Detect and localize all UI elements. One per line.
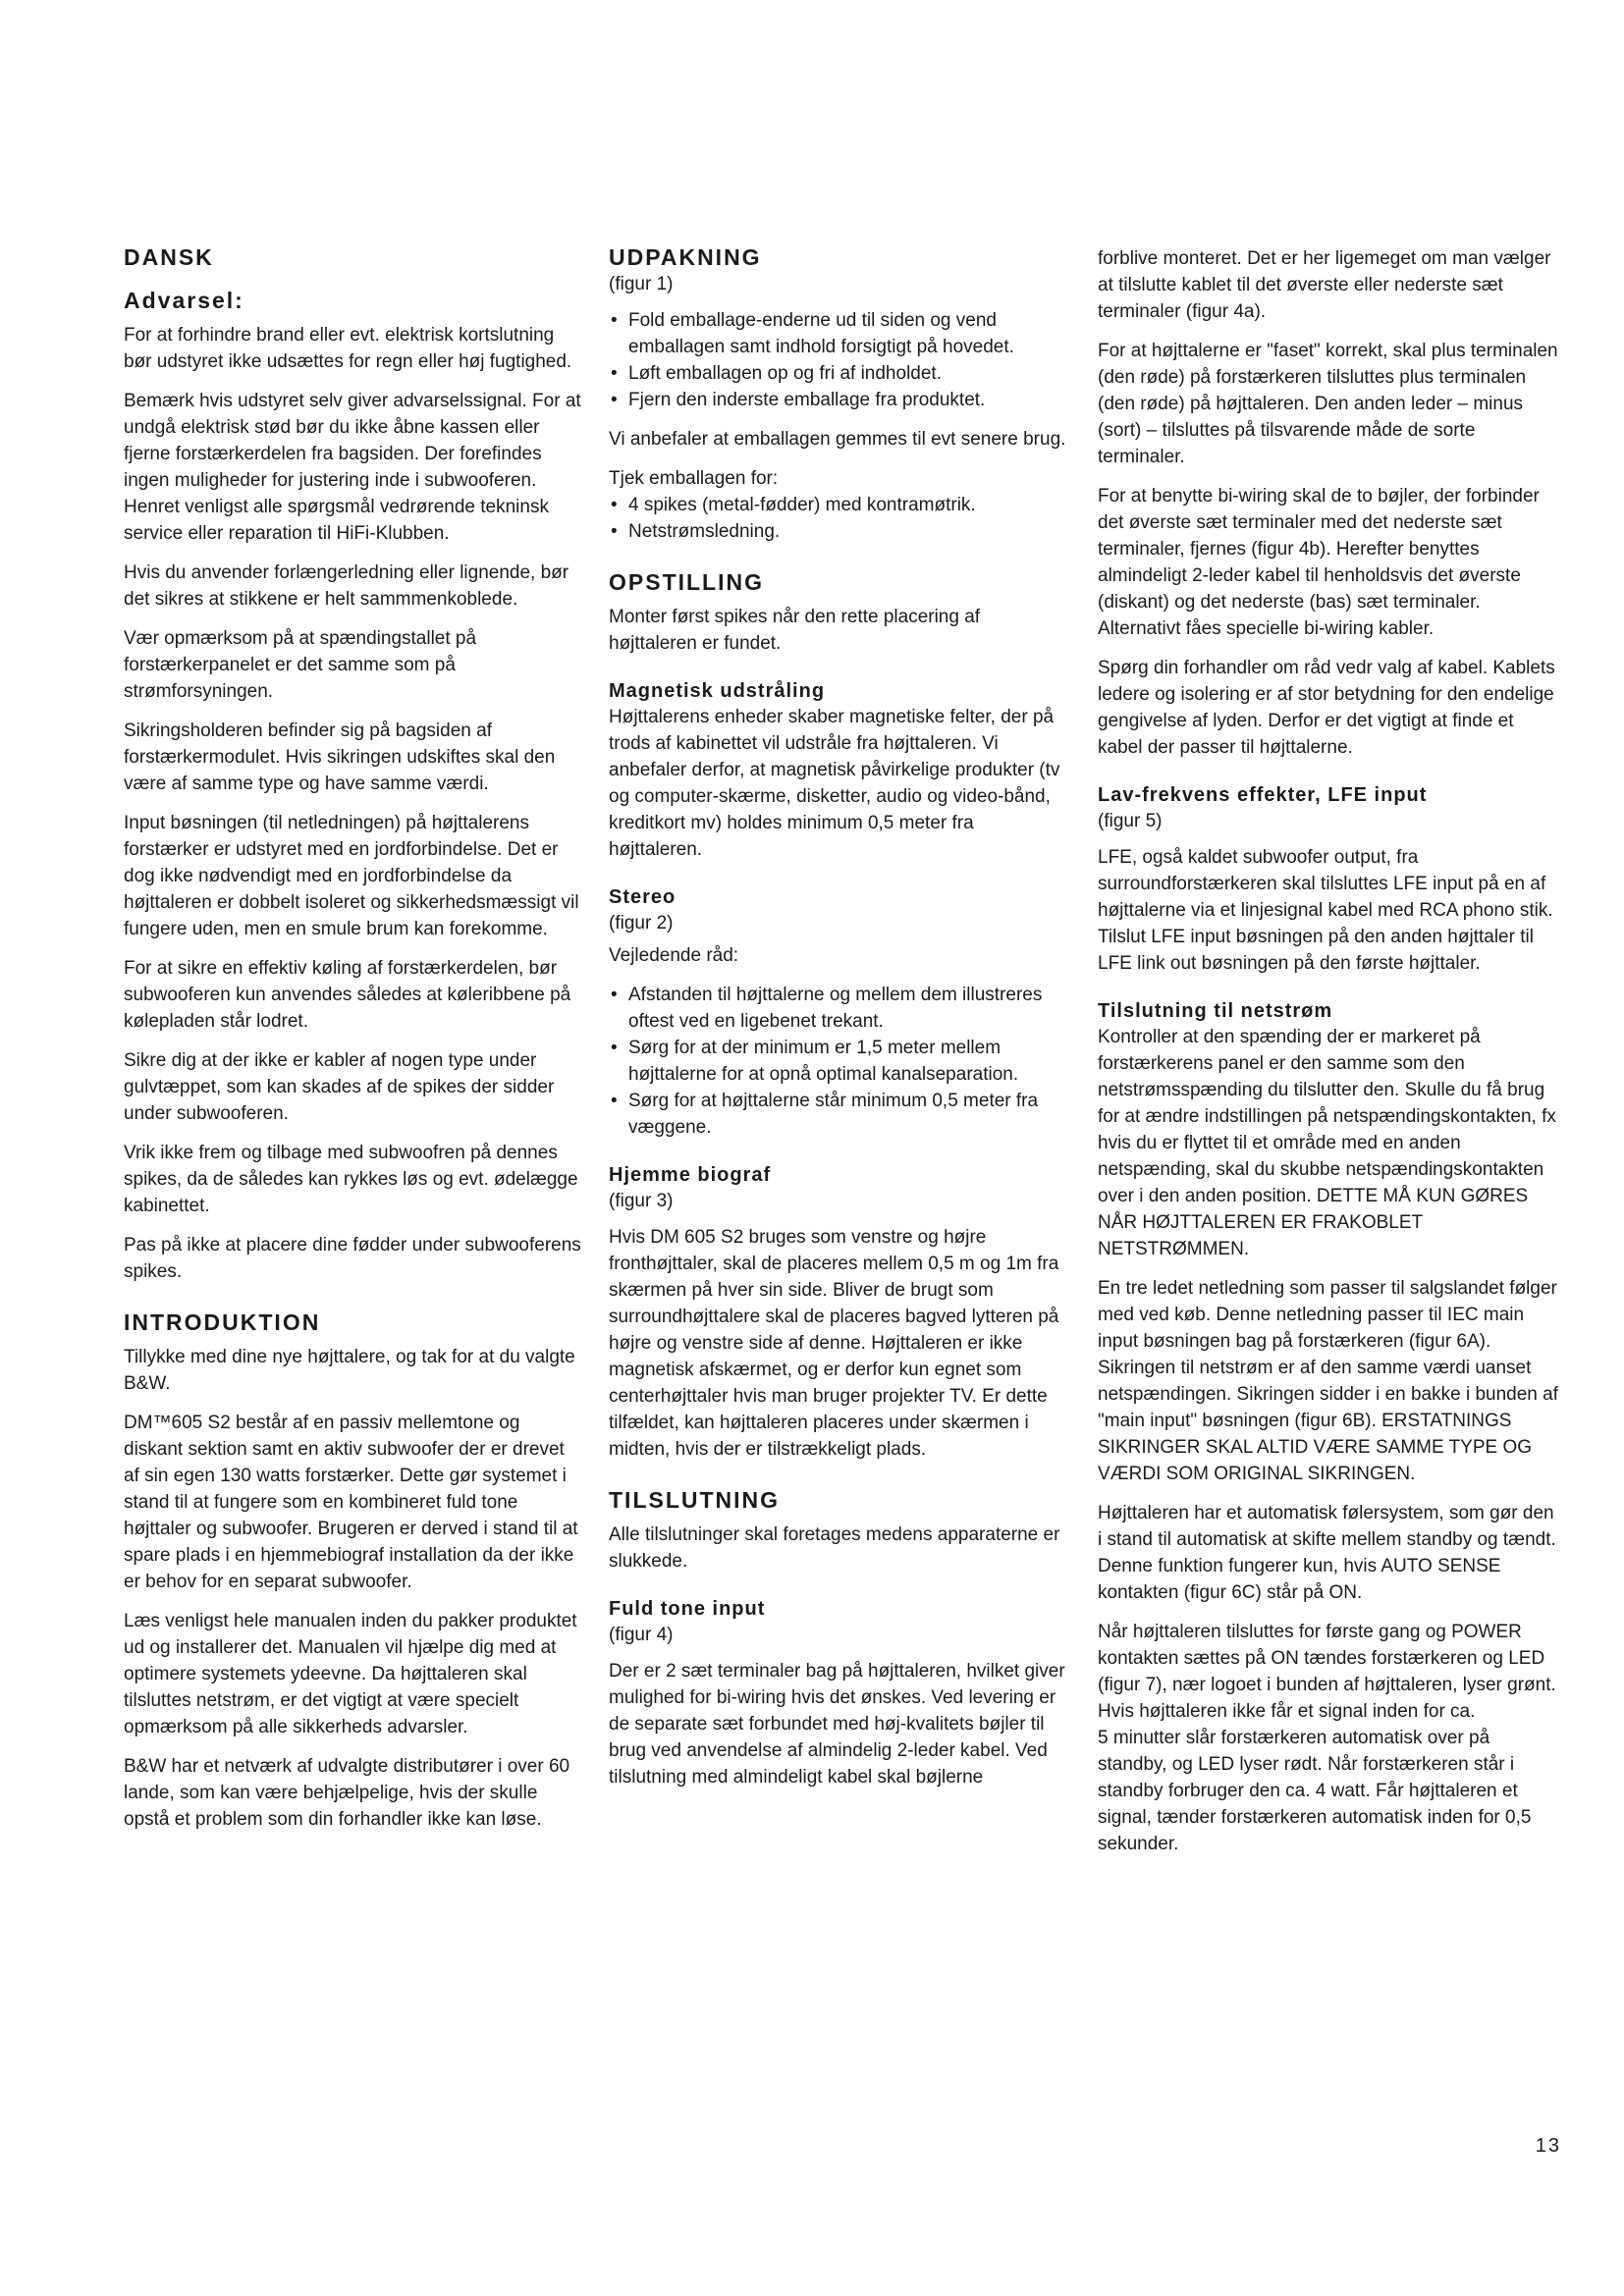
paragraph: Vi anbefaler at emballagen gemmes til evt senere brug. [609,429,1066,450]
unpacking-heading: UDPAKNING [609,244,762,270]
mains-heading: Tilslutning til netstrøm [1098,1000,1333,1022]
paragraph: B&W har et netværk af udvalgte distributører i over 60 lande, som kan være behjælpelige, hvis der skulle opstå et problem som din forhandler ikke kan løse. [124,1756,570,1830]
page-number: 13 [1535,2135,1561,2157]
paragraph: Monter først spikes når den rette placering af højttaleren er fundet. [609,607,981,654]
paragraph: Tillykke med dine nye højttalere, og tak for at du valgte B&W. [124,1347,575,1394]
list-item: • Netstrømsledning. [609,518,1068,545]
paragraph: DM™605 S2 består af en passiv mellemtone og diskant sektion samt en aktiv subwoofer der er drevet af sin egen 130 watts forstærker. Dette gør systemet i stand til at fungere som en kombineret fuld tone højttaler og subwoofer. Brugeren er derved i stand til at spare plads i en hjemmebiograf installation da der ikke er behov for en separat subwoofer. [124,1413,578,1592]
paragraph: For at forhindre brand eller evt. elektrisk kortslutning bør udstyret ikke udsættes for regn eller høj fugtighed. [124,325,572,372]
column-1 [124,243,583,1845]
paragraph: Kontroller at den spænding der er markeret på forstærkerens panel er den samme som den netstrømsspænding du tilslutter den. Skulle du få brug for at ændre indstillingen på netspændingskontakten, fx hvis du er flyttet til et område med en anden netspænding, skal du skubbe netspændingskontakten over i den anden position. DETTE MÅ KUN GØRES NÅR HØJTTALEREN ER FRAKOBLET NETSTRØMMEN. [1098,1027,1556,1259]
paragraph: Vær opmærksom på at spændingstallet på forstærkerpanelet er det samme som på strømforsyningen. [124,628,477,702]
figure-ref: (figur 1) [609,274,674,294]
paragraph: 5 minutter slår forstærkeren automatisk over på standby, og LED lyser rødt. Når forstærkeren står i standby forbruger den ca. 4 watt. Får højttaleren et signal, tænder forstærkeren automatisk inden for 0,5 sekunder. [1098,1728,1532,1854]
home-cinema-heading: Hjemme biograf [609,1164,772,1186]
paragraph: Højttaleren har et automatisk følersystem, som gør den i stand til automatisk at skifte mellem standby og tændt. Denne funktion fungerer kun, hvis AUTO SENSE kontakten (figur 6C) står på ON. [1098,1503,1556,1603]
paragraph: Tjek emballagen for: [609,468,779,489]
figure-ref: (figur 2) [609,913,674,934]
paragraph: Hvis du anvender forlængerledning eller lignende, bør det sikres at stikkene er helt sammmenkoblede. [124,562,569,610]
paragraph: Spørg din forhandler om råd vedr valg af kabel. Kablets ledere og isolering er af stor betydning for den endelige gengivelse af lyden. Derfor er det vigtigt at finde et kabel der passer til højttalerne. [1098,658,1555,758]
paragraph: Sikringsholderen befinder sig på bagsiden af forstærkermodulet. Hvis sikringen udskiftes skal den være af samme type og have samme værdi. [124,721,556,794]
stereo-list [609,982,1068,1141]
paragraph: En tre ledet netledning som passer til salgslandet følger med ved køb. Denne netledning passer til IEC main input bøsningen bag på forstærkeren (figur 6A). Sikringen til netstrøm er af den samme værdi uanset netspændingen. Sikringen sidder i en bakke i bunden af "main input" bøsningen (figur 6B). ERSTATNINGS SIKRINGER SKAL ALTID VÆRE SAMME TYPE OG VÆRDI SOM ORIGINAL SIKRINGEN. [1098,1278,1558,1484]
column-2 [609,243,1068,1803]
figure-ref: (figur 3) [609,1191,674,1211]
introduction-heading: INTRODUKTION [124,1309,321,1335]
paragraph: Vejledende råd: [609,945,739,966]
paragraph: Hvis DM 605 S2 bruges som venstre og højre fronthøjttaler, skal de placeres mellem 0,5 m og 1m fra skærmen på hver sin side. Bliver de brugt som surroundhøjttalere skal de placeres bagved lytteren på højre og venstre side af denne. Højttaleren er ikke magnetisk afskærmet, og er derfor kun egnet som centerhøjttaler hvis man bruger projekter TV. Er dette tilfældet, kan højttaleren placeres under skærmen i midten, hvis der er tilstrækkeligt plads. [609,1227,1059,1460]
paragraph: Pas på ikke at placere dine fødder under subwooferens spikes. [124,1235,581,1282]
paragraph: Der er 2 sæt terminaler bag på højttaleren, hvilket giver mulighed for bi-wiring hvis det ønskes. Ved levering er de separate sæt forbundet med høj-kvalitets bøjler til brug ved anvendelse af almindelig 2-leder kabel. Ved tilslutning med almindeligt kabel skal bøjlerne [609,1661,1065,1788]
full-range-heading: Fuld tone input [609,1598,766,1620]
paragraph: Sikre dig at der ikke er kabler af nogen type under gulvtæppet, som kan skades af de spikes der sidder under subwooferen. [124,1050,555,1124]
check-list [609,492,1068,545]
list-item: • Afstanden til højttalerne og mellem dem illustreres oftest ved en ligebenet trekant. [609,982,1068,1035]
unpack-list [609,307,1068,413]
warning-heading: Advarsel: [124,288,244,313]
figure-ref: (figur 5) [1098,811,1163,831]
paragraph: For at højttalerne er "faset" korrekt, skal plus terminalen (den røde) på forstærkeren tilsluttes plus terminalen (den røde) på højttaleren. Den anden leder – minus (sort) – tilsluttes på tilsvarende måde de sorte terminaler. [1098,341,1558,467]
magnetic-heading: Magnetisk udstråling [609,680,826,702]
setup-heading: OPSTILLING [609,569,764,595]
list-item: • 4 spikes (metal-fødder) med kontramøtrik. [609,492,1068,518]
paragraph: LFE, også kaldet subwoofer output, fra surroundforstærkeren skal tilsluttes LFE input på en af højttalerne via et linjesignal kabel med RCA phono stik. Tilslut LFE input bøsningen på den anden højttaler til LFE link out bøsningen på den første højttaler. [1098,847,1553,974]
figure-ref: (figur 4) [609,1625,674,1645]
paragraph: Input bøsningen (til netledningen) på højttalerens forstærker er udstyret med en jordforbindelse. Det er dog ikke nødvendigt med en jordforbindelse da højttaleren er dobbelt isoleret og sikkerhedsmæssigt vil fungere uden, men en smule brum kan forekomme. [124,813,579,939]
paragraph: forblive monteret. Det er her ligemeget om man vælger at tilslutte kablet til det øverste eller nederste sæt terminaler (figur 4a). [1098,248,1551,322]
column-3 [1098,245,1559,1870]
paragraph: Læs venligst hele manualen inden du pakker produktet ud og installerer det. Manualen vil hjælpe dig med at optimere systemets ydeevne. Da højttaleren skal tilsluttes netstrøm, er det vigtigt at være specielt opmærksom på alle sikkerheds advarsler. [124,1611,577,1737]
paragraph: Alle tilslutninger skal foretages medens apparaterne er slukkede. [609,1524,1060,1572]
list-item: • Sørg for at højttalerne står minimum 0,5 meter fra væggene. [609,1088,1068,1141]
connection-heading: TILSLUTNING [609,1487,781,1513]
paragraph: For at sikre en effektiv køling af forstærkerdelen, bør subwooferen kun anvendes således at køleribbene på kølepladen står lodret. [124,958,571,1032]
paragraph: Højttalerens enheder skaber magnetiske felter, der på trods af kabinettet vil udstråle fra højttaleren. Vi anbefaler derfor, at magnetisk påvirkelige produkter (tv og computer-skærme, disketter, audio og video-bånd, kreditkort mv) holdes minimum 0,5 meter fra højttaleren. [609,707,1060,860]
list-item: • Løft emballagen op og fri af indholdet. [609,360,1068,387]
list-item: • Fjern den inderste emballage fra produktet. [609,387,1068,413]
language-heading: DANSK [124,244,214,270]
lfe-heading: Lav-frekvens effekter, LFE input [1098,784,1428,806]
paragraph: For at benytte bi-wiring skal de to bøjler, der forbinder det øverste sæt terminaler med det nederste sæt terminaler, fjernes (figur 4b). Herefter benyttes almindeligt 2-leder kabel til henholdsvis det øverste (diskant) og det nederste (bas) sæt terminaler. Alternativt fåes specielle bi-wiring kabler. [1098,486,1540,639]
paragraph: Vrik ikke frem og tilbage med subwoofren på dennes spikes, da de således kan rykkes løs og evt. ødelægge kabinettet. [124,1143,578,1216]
list-item: • Fold emballage-enderne ud til siden og vend emballagen samt indhold forsigtigt på hovedet. [609,307,1068,360]
paragraph: Når højttaleren tilsluttes for første gang og POWER kontakten sættes på ON tændes forstærkeren og LED (figur 7), nær logoet i bunden af højttaleren, lyser grønt. Hvis højttaleren ikke får et signal inden for ca. [1098,1622,1556,1722]
paragraph: Bemærk hvis udstyret selv giver advarselssignal. For at undgå elektrisk stød bør du ikke åbne kassen eller fjerne forstærkerdelen fra bagsiden. Der forefindes ingen muligheder for justering inde i subwooferen. Henret venligst alle spørgsmål vedrørende tekninsk service eller reparation til HiFi-Klubben. [124,391,581,544]
stereo-heading: Stereo [609,886,677,908]
list-item: • Sørg for at der minimum er 1,5 meter mellem højttalerne for at opnå optimal kanalseparation. [609,1035,1068,1088]
